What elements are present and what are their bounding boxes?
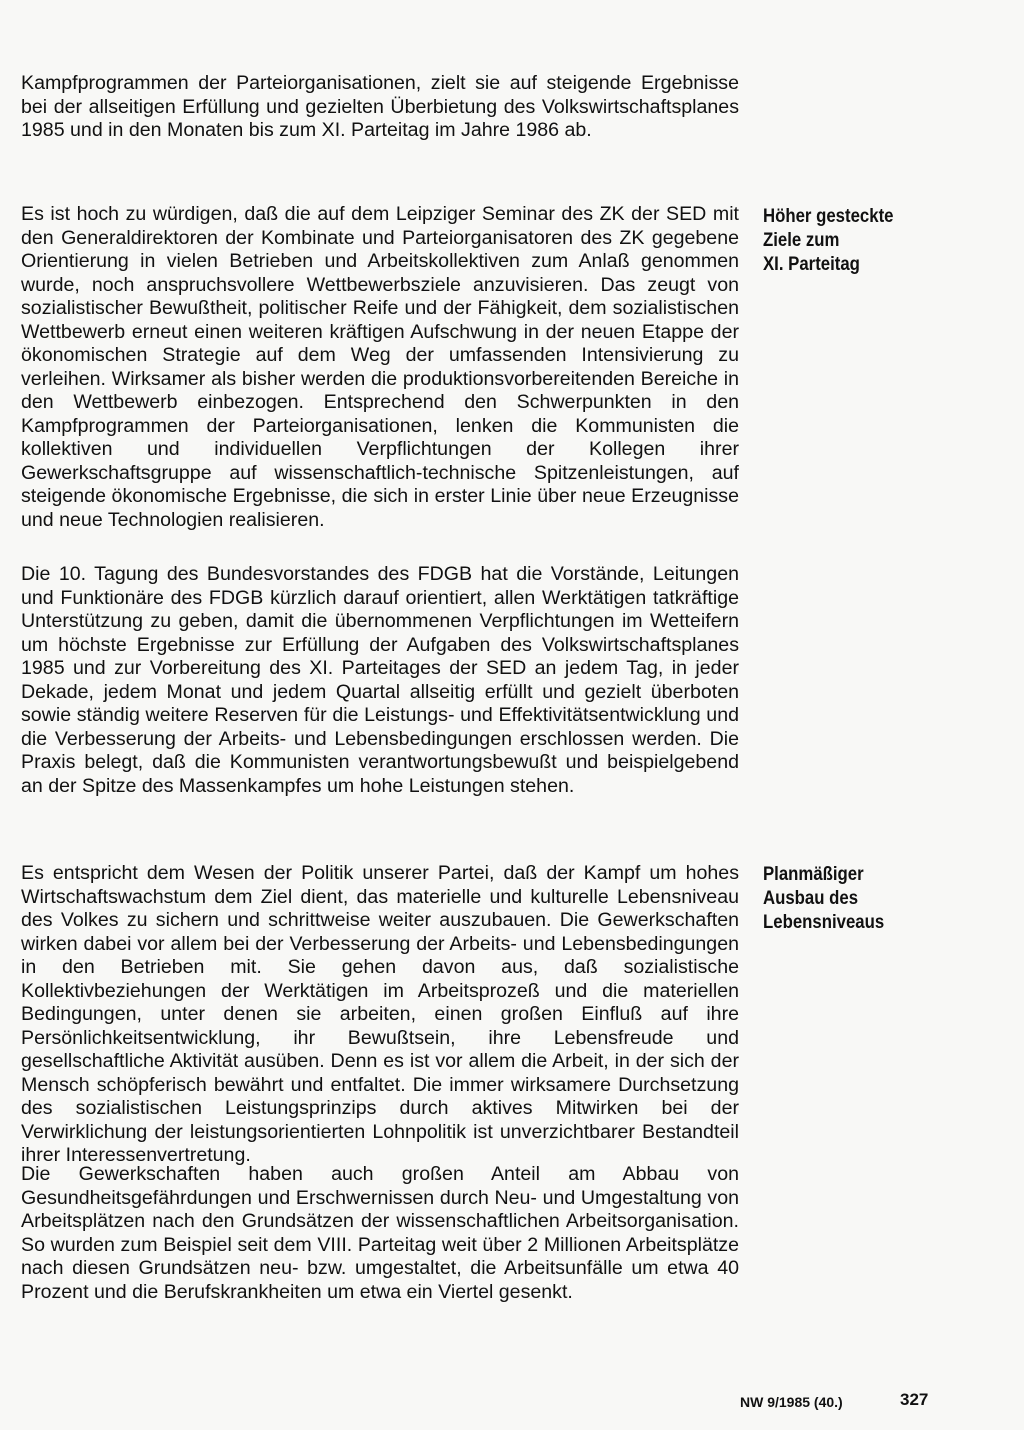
margin-note-line: Höher gesteckte: [763, 205, 894, 227]
footer-source: NW 9/1985 (40.): [740, 1394, 843, 1410]
page-number: 327: [900, 1390, 929, 1409]
margin-note-hoeher-gesteckte-ziele: [763, 204, 935, 276]
paragraph-gesundheitsgefaehrdungen: Die Gewerkschaften haben auch großen Anteil am Abbau von Gesundheitsgefährdungen und Erschwernissen durch Neu- und Umgestaltung von Arbeitsplätzen nach den Grundsätzen der wissenschaftlichen Arbeitsorganisation. So wurden zum Beispiel seit dem VIII. Parteitag weit über 2 Millionen Arbeitsplätze nach diesen Grundsätzen neu- bzw. umgestaltet, die Arbeitsunfälle um etwa 40 Prozent und die Berufskrankheiten um etwa ein Viertel gesenkt.: [21, 1163, 739, 1303]
margin-note-line: XI. Parteitag: [763, 253, 860, 275]
paragraph-fdgb-tagung: Die 10. Tagung des Bundesvorstandes des FDGB hat die Vorstände, Leitungen und Funktionäre des FDGB kürzlich darauf orientiert, allen Werktätigen tatkräftige Unterstützung zu geben, damit die übernommenen Verpflichtungen im Wetteifern um höchste Ergebnisse zur Erfüllung der Aufgaben des Volkswirtschaftsplanes 1985 und zur Vorbereitung des XI. Parteitages der SED an jedem Tag, in jeder Dekade, jedem Monat und jedem Quartal allseitig erfüllt und gezielt überboten sowie ständig weitere Reserven für die Leistungs- und Effektivitätsentwicklung und die Verbesserung der Arbeits- und Lebensbedingungen erschlossen werden. Die Praxis belegt, daß die Kommunisten verantwortungsbewußt und beispielgebend an der Spitze des Massenkampfes um hohe Leistungen stehen.: [21, 563, 739, 797]
paragraph-intro-continuation: Kampfprogrammen der Parteiorganisationen, zielt sie auf steigende Ergebnisse bei der allseitigen Erfüllung und gezielten Überbietung des Volkswirtschaftsplanes 1985 und in den Monaten bis zum XI. Parteitag im Jahre 1986 ab.: [21, 72, 739, 141]
margin-note-line: Ausbau des: [763, 887, 859, 909]
margin-note-line: Ziele zum: [763, 229, 840, 251]
paragraph-leipziger-seminar: Es ist hoch zu würdigen, daß die auf dem Leipziger Seminar des ZK der SED mit den Generaldirektoren der Kombinate und Parteiorganisatoren des ZK gegebene Orientierung in vielen Betrieben und Arbeitskollektiven zum Anlaß genommen wurde, noch anspruchsvollere Wettbewerbsziele anzuvisieren. Das zeugt von sozialistischer Bewußtheit, politischer Reife und der Fähigkeit, dem sozialistischen Wettbewerb erneut einen weiteren kräftigen Aufschwung in der neuen Etappe der ökonomischen Strategie auf dem Weg der umfassenden Intensivierung zu verleihen. Wirksamer als bisher werden die produktionsvorbereitenden Bereiche in den Wettbewerb einbezogen. Entsprechend den Schwerpunkten in den Kampfprogrammen der Parteiorganisationen, lenken die Kommunisten die kollektiven und individuellen Verpflichtungen der Kollegen ihrer Gewerkschaftsgruppe auf wissenschaftlich-technische Spitzenleistungen, auf steigende ökonomische Ergebnisse, die sich in erster Linie über neue Erzeugnisse und neue Technologien realisieren.: [21, 203, 739, 531]
margin-note-line: Lebensniveaus: [763, 911, 885, 933]
margin-note-lebensniveau: [763, 862, 935, 934]
margin-note-line: Planmäßiger: [763, 863, 864, 885]
paragraph-wesen-der-politik: Es entspricht dem Wesen der Politik unserer Partei, daß der Kampf um hohes Wirtschaftswachstum dem Ziel dient, das materielle und kulturelle Lebensniveau des Volkes zu sichern und schrittweise weiter auszubauen. Die Gewerkschaften wirken dabei vor allem bei der Verbesserung der Arbeits- und Lebensbedingungen in den Betrieben mit. Sie gehen davon aus, daß sozialistische Kollektivbeziehungen der Werktätigen im Arbeitsprozeß und die materiellen Bedingungen, unter denen sie arbeiten, einen großen Einfluß auf ihre Persönlichkeitsentwicklung, ihr Bewußtsein, ihre Lebensfreude und gesellschaftliche Aktivität ausüben. Denn es ist vor allem die Arbeit, in der sich der Mensch schöpferisch bewährt und entfaltet. Die immer wirksamere Durchsetzung des sozialistischen Leistungsprinzips durch aktives Mitwirken bei der Verwirklichung der leistungsorientierten Lohnpolitik ist unverzichtbarer Bestandteil ihrer Interessenvertretung.: [21, 862, 739, 1166]
